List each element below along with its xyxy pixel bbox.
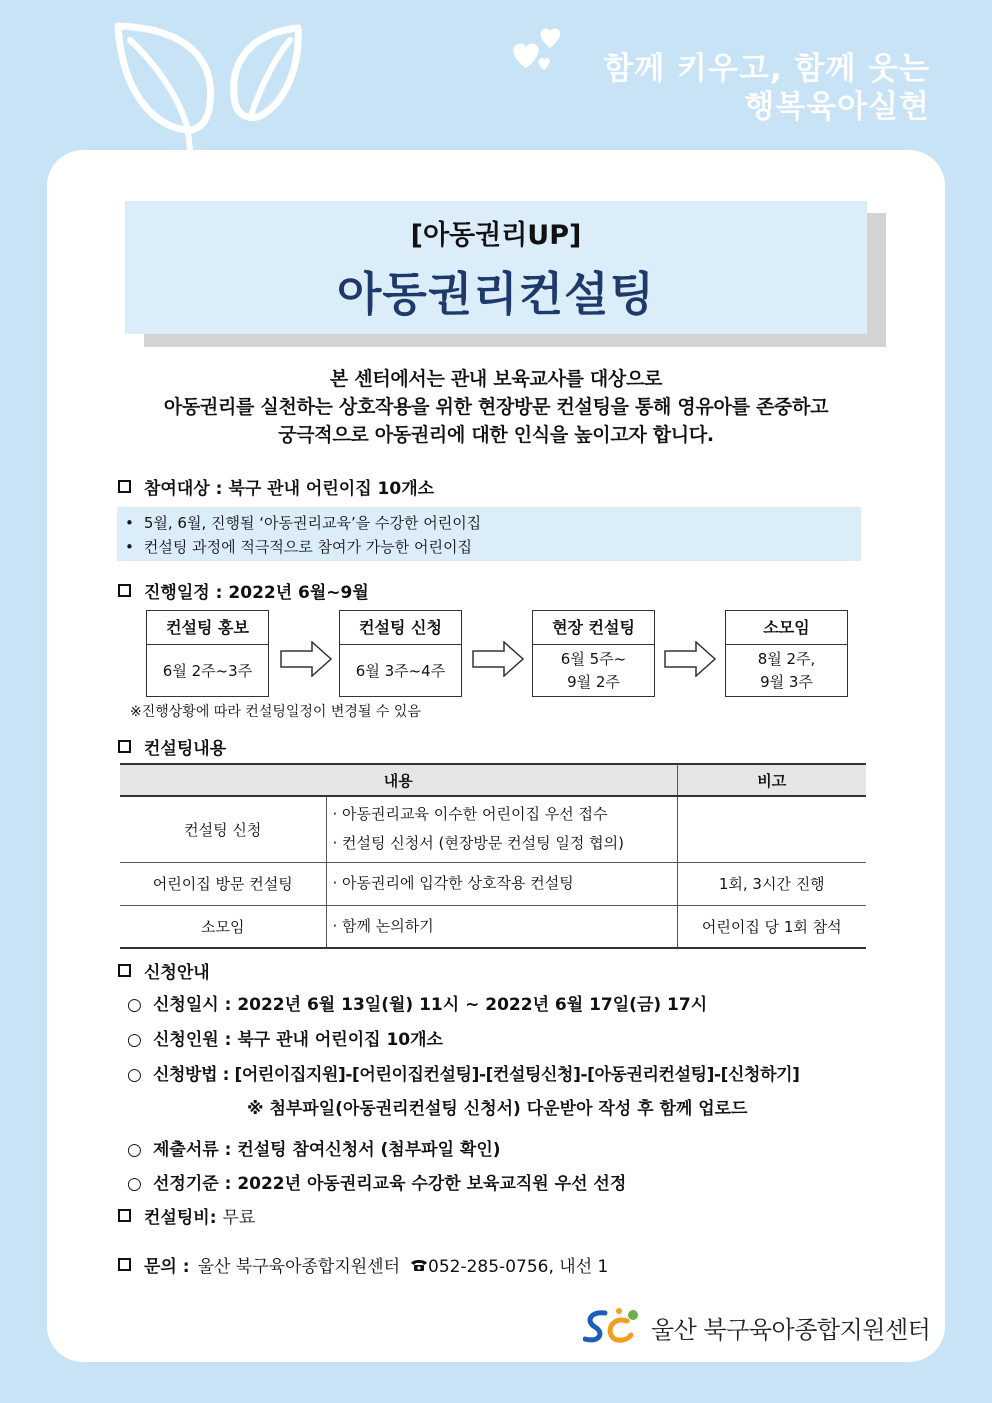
apply-heading: [118, 958, 210, 983]
checkbox-square-icon: [118, 964, 131, 977]
attach-note: ※ 첨부파일(아동권리컨설팅 신청서) 다운받아 작성 후 함께 업로드: [247, 1099, 748, 1119]
step-title: 현장 컨설팅: [533, 611, 654, 645]
step-apply: [339, 610, 462, 697]
intro-line: 본 센터에서는 관내 보육교사를 대상으로: [329, 368, 663, 390]
checkbox-square-icon: [118, 740, 131, 753]
intro-text: [60, 365, 932, 449]
table-cell: 어린이집 방문 컨설팅: [120, 862, 326, 905]
fee-heading: [118, 1203, 255, 1228]
apply-item-text: 신청방법 : [어린이집지원]-[어린이집컨설팅]-[컨설팅신청]-[아동권리컨설팅]-[신청하기]: [153, 1065, 800, 1085]
step-period: 6월 5주~ 9월 2주: [560, 650, 627, 691]
step-onsite: [532, 610, 655, 697]
schedule-note: ※진행상황에 따라 컨설팅일정이 변경될 수 있음: [130, 704, 421, 720]
contact-phone: 052-285-0756, 내선 1: [428, 1257, 609, 1277]
apply-item-text: 제출서류 : 컨설팅 참여신청서 (첨부파일 확인): [153, 1140, 501, 1160]
title-sub: [아동권리UP]: [410, 220, 582, 251]
checkbox-square-icon: [118, 480, 131, 493]
step-title: 소모임: [726, 611, 847, 645]
center-logo-icon: [583, 1307, 641, 1347]
apply-item: [127, 1135, 501, 1160]
schedule-value: 2022년 6월~9월: [228, 583, 369, 603]
leaf-outline-icon: [110, 18, 310, 153]
checkbox-square-icon: [118, 1209, 131, 1222]
circle-bullet-icon: ○: [127, 1030, 142, 1050]
intro-line: 궁극적으로 아동권리에 대한 인식을 높이고자 합니다.: [278, 424, 714, 446]
step-period: 6월 3주~4주: [355, 661, 446, 680]
table-row: [120, 862, 866, 905]
step-title: 컨설팅 홍보: [147, 611, 268, 645]
table-row: [120, 796, 866, 862]
arrow-right-icon: [280, 641, 332, 677]
list-item: • 5월, 6월, 진행될 ‘아동권리교육’을 수강한 어린이집: [125, 511, 861, 535]
table-cell: [326, 796, 677, 862]
apply-item-text: 신청인원 : 북구 관내 어린이집 10개소: [153, 1030, 443, 1050]
slogan-line2: 행복육아실현: [744, 89, 930, 125]
intro-line: 아동권리를 실천하는 상호작용을 위한 현장방문 컨설팅을 통해 영유아를 존중하고: [163, 396, 829, 418]
target-heading: [118, 474, 434, 499]
table-cell: [677, 796, 866, 862]
arrow-right-icon: [664, 641, 716, 677]
table-cell: [326, 905, 677, 948]
table-row: [120, 905, 866, 948]
target-bullets: [117, 507, 861, 561]
circle-bullet-icon: ○: [127, 1174, 142, 1194]
hearts-icon: [508, 22, 572, 74]
apply-item-text: 선정기준 : 2022년 아동권리교육 수강한 보육교직원 우선 선정: [153, 1174, 627, 1194]
table-header: 비고: [677, 764, 866, 796]
arrow-right-icon: [472, 641, 524, 677]
checkbox-square-icon: [118, 1258, 131, 1271]
table-cell: 소모임: [120, 905, 326, 948]
target-label: 참여대상 :: [144, 479, 223, 499]
contact-label: 문의 :: [144, 1257, 190, 1277]
title-box: [125, 201, 867, 334]
content-label: 컨설팅내용: [144, 739, 227, 759]
table-cell: 컨설팅 신청: [120, 796, 326, 862]
step-title: 컨설팅 신청: [340, 611, 461, 645]
detail-item: · 아동권리에 입각한 상호작용 컨설팅: [333, 869, 677, 898]
schedule-label: 진행일정 :: [144, 583, 223, 603]
center-logo: [583, 1307, 930, 1347]
content-table: [120, 763, 866, 949]
fee-label: 컨설팅비:: [144, 1208, 217, 1228]
apply-label: 신청안내: [144, 963, 210, 983]
contact-value: 울산 북구육아종합지원센터: [197, 1257, 401, 1277]
apply-item: [127, 1025, 443, 1050]
apply-item-text: 신청일시 : 2022년 6월 13일(월) 11시 ~ 2022년 6월 17일(금) 17시: [153, 995, 708, 1015]
step-meeting: [725, 610, 848, 697]
content-heading: [118, 734, 226, 759]
detail-item: · 아동권리교육 이수한 어린이집 우선 접수: [333, 800, 677, 829]
slogan-line1: 함께 키우고, 함께 웃는: [603, 51, 930, 87]
step-promo: [146, 610, 269, 697]
slogan: [603, 50, 930, 126]
target-value: 북구 관내 어린이집 10개소: [228, 479, 435, 499]
contact: [118, 1252, 608, 1277]
circle-bullet-icon: ○: [127, 1065, 142, 1085]
table-cell: 1회, 3시간 진행: [677, 862, 866, 905]
table-header: 내용: [120, 764, 677, 796]
table-cell: 어린이집 당 1회 참석: [677, 905, 866, 948]
circle-bullet-icon: ○: [127, 995, 142, 1015]
detail-item: · 함께 논의하기: [333, 912, 677, 941]
checkbox-square-icon: [118, 584, 131, 597]
apply-item: [127, 1169, 626, 1194]
fee-value: 무료: [222, 1208, 256, 1228]
step-period: 8월 2주, 9월 3주: [757, 650, 816, 691]
detail-item: · 컨설팅 신청서 (현장방문 컨설팅 일정 협의): [333, 829, 677, 858]
page-title: 아동권리컨설팅: [336, 267, 656, 321]
circle-bullet-icon: ○: [127, 1140, 142, 1160]
phone-icon: [410, 1258, 428, 1272]
apply-item: [127, 990, 707, 1015]
schedule-heading: [118, 578, 369, 603]
apply-item: [127, 1060, 799, 1085]
step-period: 6월 2주~3주: [162, 661, 253, 680]
table-cell: [326, 862, 677, 905]
logo-text: 울산 북구육아종합지원센터: [651, 1315, 931, 1344]
table-header-row: [120, 764, 866, 796]
list-item: • 컨설팅 과정에 적극적으로 참여가 가능한 어린이집: [125, 535, 861, 559]
